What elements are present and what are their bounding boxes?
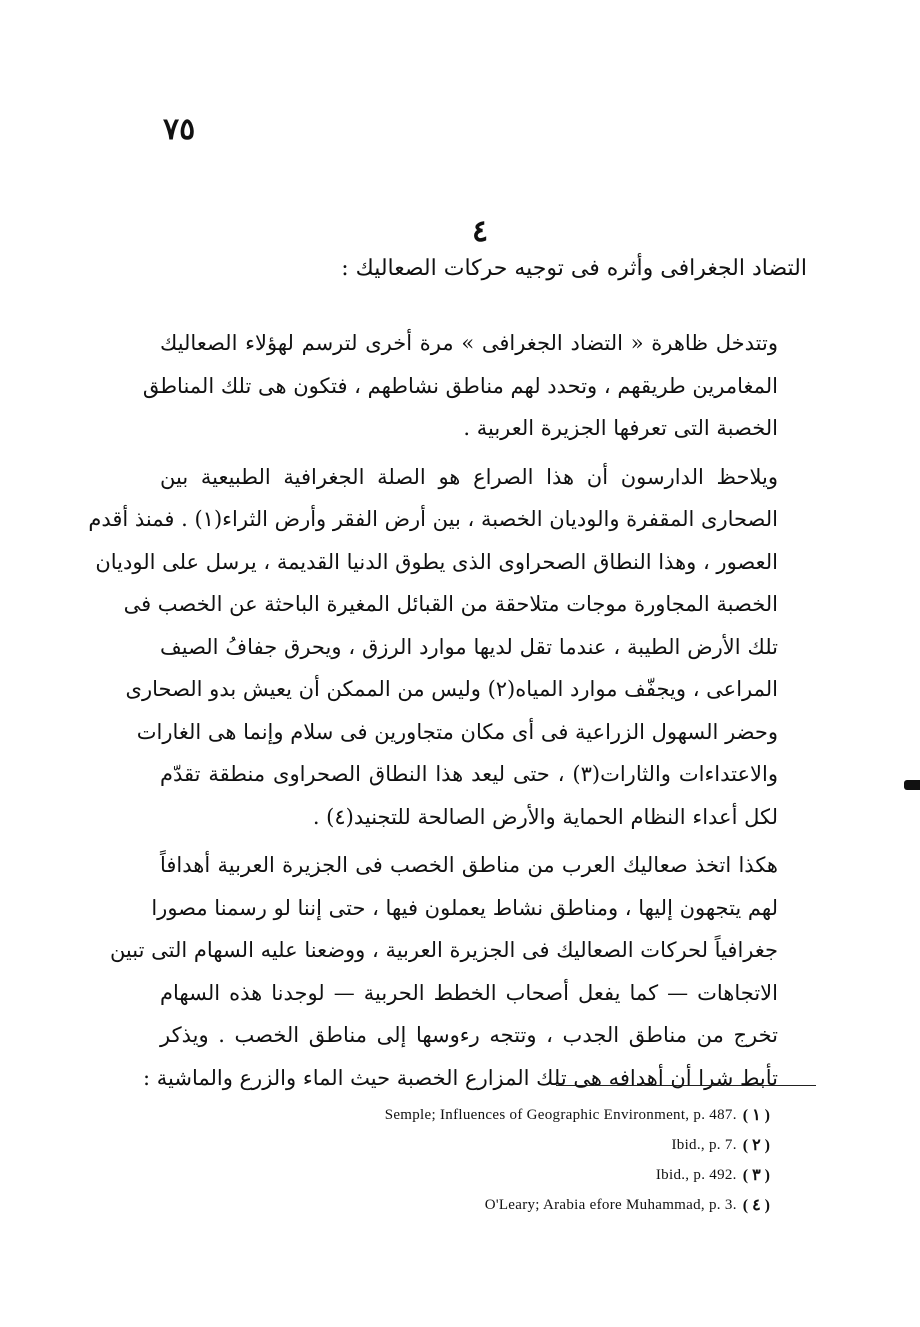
text-line: والاعتداءات والثارات(٣) ، حتى ليعد هذا النطاق الصحراوى منطقة تقدّم [160,762,778,786]
text-line: هكذا اتخذ صعاليك العرب من مناطق الخصب فى الجزيرة العربية أهدافاً [160,853,778,877]
text-line: وحضر السهول الزراعية فى أى مكان متجاورين فى سلام وإنما هى الغارات [136,719,778,744]
text-line: تلك الأرض الطيبة ، عندما تقل لديها موارد الرزق ، ويحرق جفافُ الصيف [160,634,778,659]
text-line: المراعى ، ويجفّف موارد المياه(٢) وليس من الممكن أن يعيش بدو الصحارى [125,677,778,701]
footnote-text: Semple; Influences of Geographic Environment, p. 487. [384,1106,737,1123]
footnote-divider [556,1085,816,1086]
paragraph [109,844,810,1099]
text-line: الاتجاهات — كما يفعل أصحاب الخطط الحربية — لوجدنا هذه السهام [160,980,778,1005]
text-line: لكل أعداء النظام الحماية والأرض الصالحة للتجنيد(٤) . [312,804,778,829]
text-line: الصحارى المقفرة والوديان الخصبة ، بين أرض الفقر وأرض الثراء(١) . فمنذ أقدم [88,507,778,531]
footnote-number: ( ٣ ) [742,1167,770,1184]
text-line: المغامرين طريقهم ، وتحدد لهم مناطق نشاطهم ، فتكون هى تلك المناطق [142,373,778,398]
text-line: جغرافياً لحركات الصعاليك فى الجزيرة العربية ، ووضعنا عليه السهام التى تبين [109,938,778,962]
footnotes [170,1100,770,1220]
text-line: الخصبة التى تعرفها الجزيرة العربية . [463,416,778,440]
footnote-number: ( ١ ) [742,1107,770,1124]
text-line: لهم يتجهون إليها ، ومناطق نشاط يعملون فيها ، حتى إننا لو رسمنا مصورا [151,895,778,920]
footnote [170,1160,770,1190]
page-number: ٧٥ [163,112,196,147]
footnote-text: O'Leary; Arabia efore Muhammad, p. 3. [484,1196,737,1213]
paragraph [142,322,810,450]
footnote-text: Ibid., p. 7. [671,1136,737,1153]
body-text [88,322,810,1099]
footnote [170,1190,770,1220]
text-line: العصور ، وهذا النطاق الصحراوى الذى يطوق الدنيا القديمة ، يرسل على الوديان [95,549,778,574]
text-line: تخرج من مناطق الجدب ، وتتجه رءوسها إلى مناطق الخصب . ويذكر [160,1023,778,1047]
footnote [170,1130,770,1160]
text-line: تأبط شرا أن أهدافه هى تلك المزارع الخصبة حيث الماء والزرع والماشية : [143,1065,778,1090]
text-line: ويلاحظ الدارسون أن هذا الصراع هو الصلة الجغرافية الطبيعية بين [160,464,778,489]
margin-mark [904,780,920,790]
text-line: الخصبة المجاورة موجات متلاحقة من القبائل المغيرة الباحثة عن الخصب فى [123,592,778,616]
footnote-number: ( ٢ ) [742,1137,770,1154]
footnote-text: Ibid., p. 492. [655,1166,737,1183]
text-line: وتتدخل ظاهرة « التضاد الجغرافى » مرة أخرى لترسم لهؤلاء الصعاليك [160,331,778,355]
paragraph [88,456,810,839]
section-heading: التضاد الجغرافى وأثره فى توجيه حركات الصعاليك : [341,256,807,281]
section-number: ٤ [471,214,489,249]
footnote-number: ( ٤ ) [742,1197,770,1214]
footnote [170,1100,770,1130]
